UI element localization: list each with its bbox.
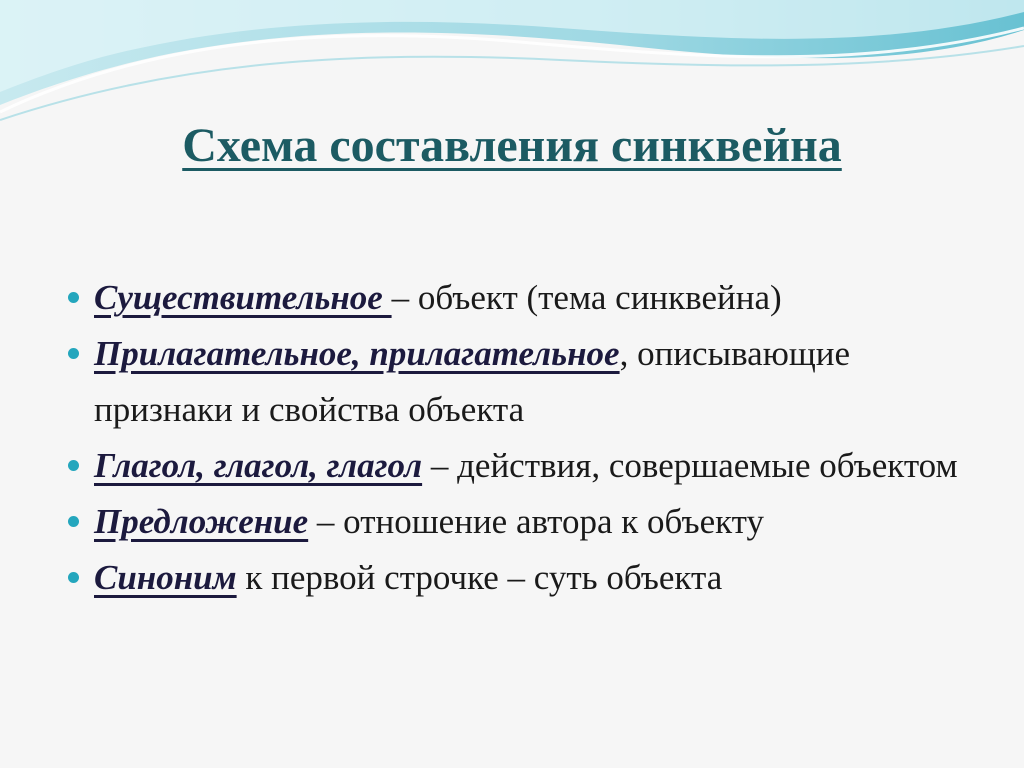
description: – действия, совершаемые объектом bbox=[422, 446, 958, 485]
term: Глагол, глагол, глагол bbox=[94, 446, 423, 485]
bullet-icon bbox=[68, 348, 79, 359]
sinkwine-scheme-list bbox=[62, 270, 962, 606]
term: Синоним bbox=[94, 558, 237, 597]
description: к первой строчке – суть объекта bbox=[236, 558, 723, 597]
bullet-icon bbox=[68, 516, 79, 527]
term: Существительное bbox=[94, 278, 392, 317]
list-item bbox=[62, 270, 962, 326]
list-item bbox=[62, 494, 962, 550]
list-item bbox=[62, 326, 962, 438]
term: Предложение bbox=[94, 502, 309, 541]
bullet-icon bbox=[68, 292, 79, 303]
slide-title-text: Схема составления синквейна bbox=[182, 119, 842, 172]
bullet-icon bbox=[68, 572, 79, 583]
slide-title bbox=[0, 118, 1024, 173]
list-item bbox=[62, 438, 962, 494]
description: – объект (тема синквейна) bbox=[391, 278, 782, 317]
description: – отношение автора к объекту bbox=[308, 502, 764, 541]
term: Прилагательное, прилагательное bbox=[94, 334, 620, 373]
list-item bbox=[62, 550, 962, 606]
bullet-icon bbox=[68, 460, 79, 471]
description: , описывающие признаки и свойства объекта bbox=[94, 334, 851, 429]
